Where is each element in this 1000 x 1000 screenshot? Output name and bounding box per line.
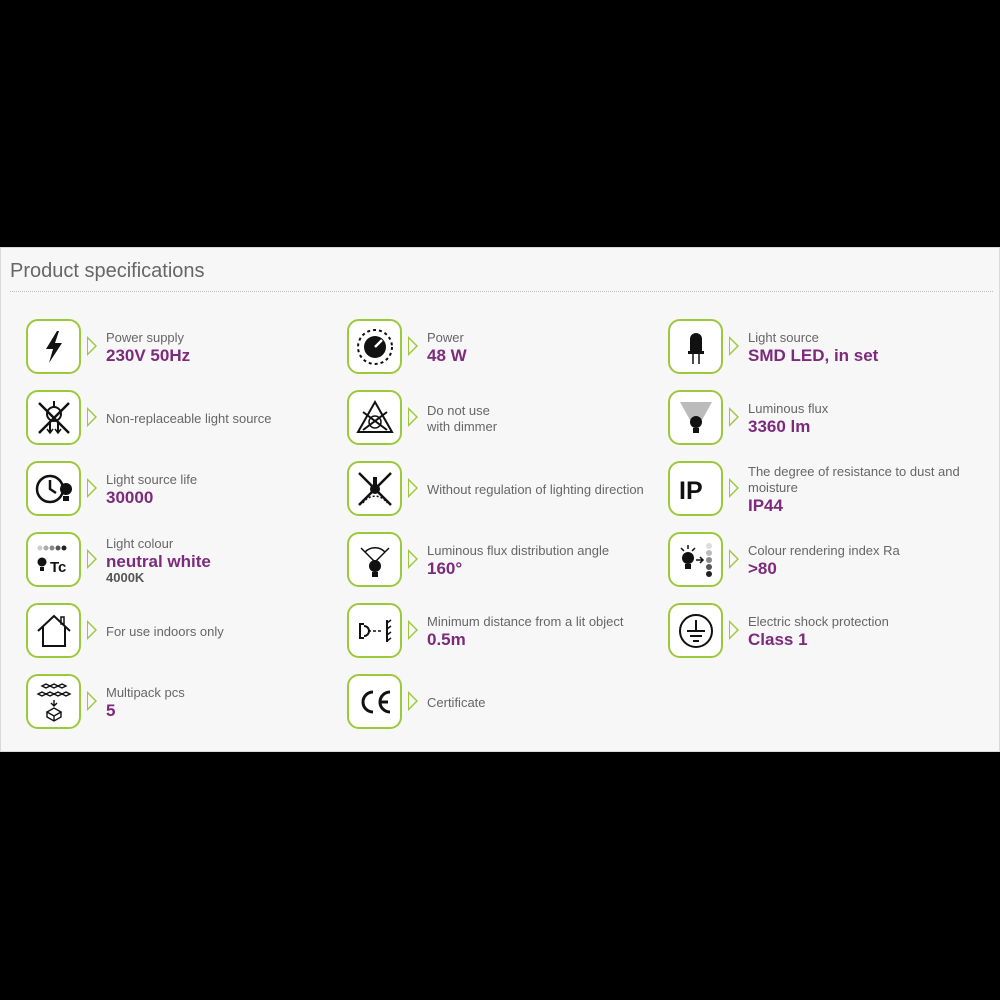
spec-column-1 [26,319,347,745]
section-title: Product specifications [10,260,205,282]
luminous-flux-icon [668,390,723,445]
spec-value: 160° [427,559,463,578]
spec-indoors-only [26,603,347,674]
arrow-icon [87,620,97,640]
spec-value: neutral white [106,552,211,571]
arrow-icon [408,407,418,427]
arrow-icon [408,549,418,569]
spec-value: IP44 [748,496,783,515]
spec-label: Do not use [427,402,490,418]
non-replaceable-source-icon [26,390,81,445]
min-distance-icon [347,603,402,658]
arrow-icon [408,478,418,498]
arrow-icon [729,478,739,498]
spec-label: For use indoors only [106,623,224,639]
spec-label: Power [427,330,464,345]
spec-label: Non-replaceable light source [106,410,272,426]
spec-label: Light source [748,330,819,345]
spec-label: Electric shock protection [748,614,889,629]
ground-symbol-icon [668,603,723,658]
arrow-icon [87,549,97,569]
spec-label: Light colour [106,536,174,551]
spec-light-source-life [26,461,347,532]
spec-label-line2: with dimmer [427,418,498,434]
arrow-icon [87,336,97,356]
spec-column-2 [347,319,668,745]
arrow-icon [87,691,97,711]
spec-value: 3360 lm [748,417,811,436]
spec-value: >80 [748,559,777,578]
no-dimmer-icon [347,390,402,445]
spec-value: 5 [106,701,116,720]
house-icon [26,603,81,658]
spec-light-source [668,319,989,390]
spec-value: 0.5m [427,630,466,649]
spec-label: Power supply [106,330,185,345]
spec-light-colour [26,532,347,603]
arrow-icon [408,620,418,640]
spec-label-line2: moisture [748,480,798,495]
no-direction-regulation-icon [347,461,402,516]
arrow-icon [729,620,739,640]
ip-rating-icon [668,461,723,516]
multipack-icon [26,674,81,729]
lightning-icon [26,319,81,374]
product-specifications-panel [0,247,1000,752]
spec-shock-protection [668,603,989,674]
spec-value: SMD LED, in set [748,346,879,365]
clock-bulb-icon [26,461,81,516]
svg-text:Tc: Tc [49,558,66,576]
arrow-icon [87,478,97,498]
color-rendering-icon [668,532,723,587]
power-dial-icon [347,319,402,374]
arrow-icon [729,336,739,356]
title-divider [10,291,993,292]
spec-label: Luminous flux [748,401,829,416]
color-temperature-icon [26,532,81,587]
ce-mark-icon [347,674,402,729]
led-icon [668,319,723,374]
spec-value: 30000 [106,488,154,507]
spec-beam-angle [347,532,668,603]
spec-label: Light source life [106,472,198,487]
spec-value: 48 W [427,346,467,365]
beam-angle-icon [347,532,402,587]
spec-no-dimmer [347,390,668,461]
spec-label: Multipack pcs [106,685,185,700]
spec-power [347,319,668,390]
spec-label: Luminous flux distribution angle [427,543,610,558]
arrow-icon [408,336,418,356]
spec-label: Without regulation of lighting direction [427,481,644,497]
spec-multipack [26,674,347,745]
arrow-icon [408,691,418,711]
spec-non-replaceable [26,390,347,461]
spec-certificate [347,674,668,745]
spec-label: The degree of resistance to dust and [748,464,960,479]
spec-label: Colour rendering index Ra [748,543,900,558]
spec-subvalue: 4000K [106,570,145,585]
spec-label: Certificate [427,694,486,710]
svg-text:IP: IP [678,476,703,505]
arrow-icon [87,407,97,427]
spec-power-supply [26,319,347,390]
arrow-icon [729,549,739,569]
spec-min-distance [347,603,668,674]
spec-ip-rating [668,461,989,532]
spec-value: 230V 50Hz [106,346,191,365]
arrow-icon [729,407,739,427]
spec-value: Class 1 [748,630,808,649]
spec-label: Minimum distance from a lit object [427,614,624,629]
spec-column-3 [668,319,989,674]
spec-colour-rendering [668,532,989,603]
spec-luminous-flux [668,390,989,461]
spec-no-direction-regulation [347,461,668,532]
